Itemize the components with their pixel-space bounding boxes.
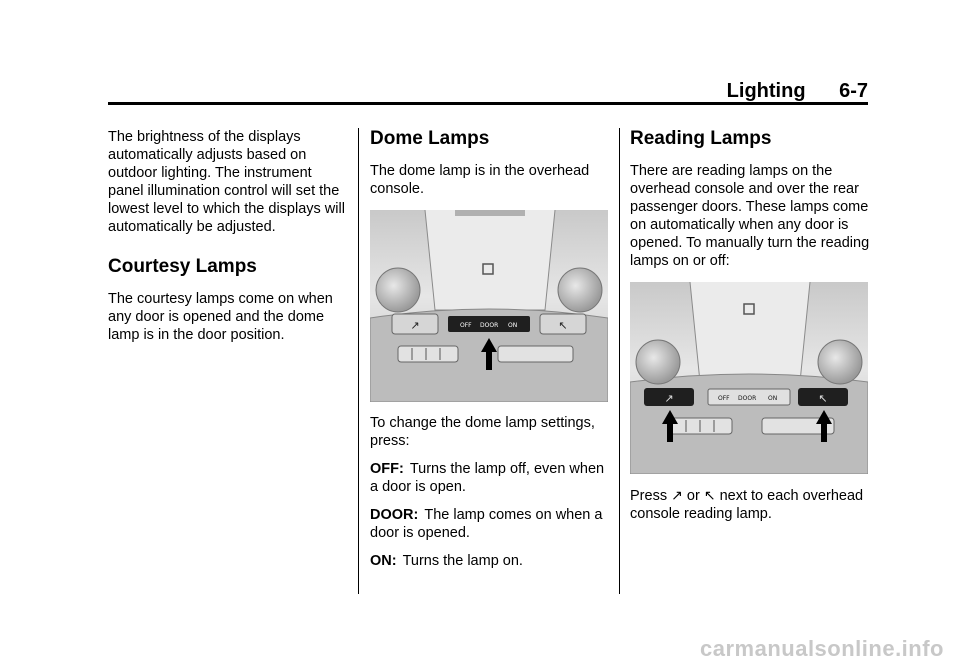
reading-lamps-heading: Reading Lamps: [630, 128, 772, 149]
svg-text:↗: ↗: [664, 392, 674, 405]
reading-lamp-right-icon: ↖: [703, 487, 716, 503]
off-label: OFF: [460, 322, 472, 329]
reading-lamps-intro: There are reading lamps on the overhead console and over the rear passenger doors. These lamps come on automatically when any door is opened. To manually turn the reading lamps on or off:: [630, 163, 870, 269]
watermark: carmanualsonline.info: [700, 636, 944, 661]
press-word: Press: [630, 488, 668, 504]
header-rule: [108, 102, 868, 105]
on-label: ON: [508, 322, 518, 329]
svg-text:↖: ↖: [818, 392, 828, 405]
svg-text:↖: ↖: [558, 319, 568, 332]
column-3: [630, 128, 870, 533]
section-title: Lighting: [726, 80, 806, 102]
off-label: OFF: [718, 395, 730, 402]
door-label: DOOR: [738, 395, 757, 402]
dome-lamps-intro: The dome lamp is in the overhead console.: [370, 163, 590, 197]
door-item: [370, 506, 610, 542]
off-term: OFF:: [370, 461, 404, 477]
off-item: [370, 460, 610, 496]
on-label: ON: [768, 395, 778, 402]
courtesy-lamps-heading: Courtesy Lamps: [108, 256, 257, 277]
column-divider: [358, 128, 359, 594]
on-term: ON:: [370, 553, 397, 569]
on-description: Turns the lamp on.: [402, 553, 523, 569]
column-divider: [619, 128, 620, 594]
door-label: DOOR: [480, 322, 499, 329]
dome-lamp-console-drawing: [370, 210, 608, 402]
on-item: [370, 552, 610, 570]
press-instruction: [630, 486, 870, 523]
door-term: DOOR:: [370, 507, 419, 523]
column-1: [108, 128, 348, 354]
reading-lamp-left-icon: ↗: [671, 487, 683, 503]
reading-lamp-console-illustration: [630, 282, 868, 474]
reading-lamp-console-drawing: [630, 282, 868, 474]
door-description: The lamp comes on when a door is opened.: [370, 507, 603, 541]
brightness-paragraph: The brightness of the displays automatically adjusts based on outdoor lighting. The instrument panel illumination control will set the lowest level to which the displays will automatically be adjusted.: [108, 129, 345, 235]
off-description: Turns the lamp off, even when a door is open.: [370, 461, 605, 495]
svg-text:↗: ↗: [410, 319, 420, 332]
dome-lamps-heading: Dome Lamps: [370, 128, 490, 149]
page-number: 6-7: [839, 80, 868, 102]
or-word: or: [686, 488, 700, 504]
page-header: [727, 80, 868, 103]
column-2: [370, 128, 610, 580]
dome-lamp-console-illustration: [370, 210, 608, 402]
press-after-text: next to each overhead console reading lamp.: [630, 488, 864, 522]
courtesy-lamps-paragraph: The courtesy lamps come on when any door is opened and the dome lamp is in the door position.: [108, 291, 333, 343]
change-settings-text: To change the dome lamp settings, press:: [370, 415, 595, 449]
